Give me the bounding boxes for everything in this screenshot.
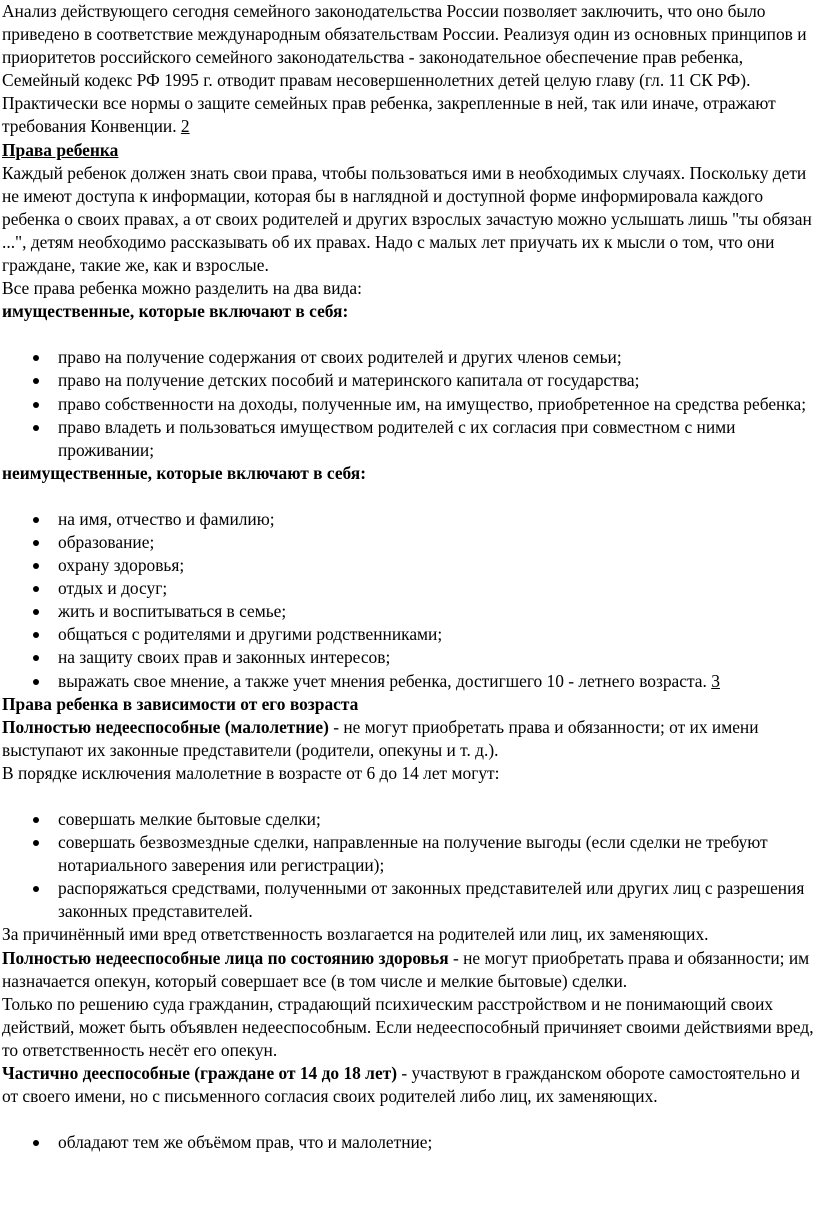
nonproperty-rights-title: неимущественные, которые включают в себя: [2, 462, 366, 483]
list-item: совершать мелкие бытовые сделки; [2, 808, 816, 831]
partial-paragraph [2, 1062, 816, 1108]
health-paragraph [2, 947, 816, 993]
property-rights-list [2, 346, 816, 461]
spacer [2, 485, 816, 508]
minors-text: - не могут приобретать права и обязанности; от их имени выступают их законные представители (родители, опекуны и т. д.). [2, 716, 759, 760]
spacer [2, 1108, 816, 1131]
spacer [2, 323, 816, 346]
partial-term: Частично дееспособные (граждане от 14 до 18 лет) [2, 1063, 397, 1084]
convention-paragraph [2, 92, 816, 138]
list-item: распоряжаться средствами, полученными от законных представителей или других лиц с разрешения законных представителей. [2, 877, 816, 923]
list-item: право владеть и пользоваться имуществом родителей с их согласия при совместном с ними проживании; [2, 416, 816, 462]
section-heading-age-rights: Права ребенка в зависимости от его возраста [2, 693, 359, 714]
child-rights-paragraph: Каждый ребенок должен знать свои права, чтобы пользоваться ими в необходимых случаях. Поскольку дети не имеют доступа к информации, которая бы в наглядной и доступной форме информировала каждого ребенка о своих правах, а от своих родителей и других взрослых зачастую можно услышать лишь "ты обязан ...", детям необходимо рассказывать об их правах. Надо с малых лет приучать их к мысли о том, что они граждане, такие же, как и взрослые. [2, 162, 812, 276]
minors-term: Полностью недееспособные (малолетние) [2, 716, 329, 737]
property-rights-title: имущественные, которые включают в себя: [2, 301, 349, 322]
intro-paragraph: Анализ действующего сегодня семейного законодательства России позволяет заключить, что оно было приведено в соответствие международным обязательствам России. Реализуя один из основных принципов и приоритетов российского семейного законодательства - законодательное обеспечение прав ребенка, Семейный кодекс РФ 1995 г. отводит правам несовершеннолетних детей целую главу (гл. 11 СК РФ). [2, 1, 807, 91]
section-heading-child-rights: Права ребенка [2, 139, 119, 160]
health-text: - не могут приобретать права и обязанности; им назначается опекун, который совершает все (в том числе и мелкие бытовые) сделки. [2, 947, 810, 991]
court-paragraph: Только по решению суда гражданин, страдающий психическим расстройством и не понимающий своих действий, может быть объявлен недееспособным. Если недееспособный причиняет своими действиями вред, то ответственность несёт его опекун. [2, 993, 814, 1060]
list-item: право собственности на доходы, полученные им, на имущество, приобретенное на средства ребенка; [2, 393, 816, 416]
list-item: на имя, отчество и фамилию; [2, 508, 816, 531]
footnote-link-2[interactable]: 2 [180, 116, 190, 137]
list-item: совершать безвозмездные сделки, направленные на получение выгоды (если сделки не требуют нотариального заверения или регистрации); [2, 831, 816, 877]
list-item: общаться с родителями и другими родственниками; [2, 623, 816, 646]
exception-list [2, 808, 816, 923]
list-item: отдых и досуг; [2, 577, 816, 600]
liability-paragraph: За причинённый ими вред ответственность возлагается на родителей или лиц, их заменяющих. [2, 924, 709, 945]
footnote-link-3[interactable]: 3 [711, 670, 720, 691]
minors-paragraph [2, 716, 816, 762]
list-item: право на получение детских пособий и материнского капитала от государства; [2, 369, 816, 392]
health-term: Полностью недееспособные лица по состоянию здоровья [2, 947, 449, 968]
partial-text: - участвуют в гражданском обороте самостоятельно и от своего имени, но с письменного согласия своих родителей либо лиц, их заменяющих. [2, 1063, 800, 1107]
list-item: право на получение содержания от своих родителей и других членов семьи; [2, 346, 816, 369]
list-item: образование; [2, 531, 816, 554]
nonproperty-rights-list [2, 508, 816, 693]
exception-paragraph: В порядке исключения малолетние в возрасте от 6 до 14 лет могут: [2, 762, 500, 783]
list-item: жить и воспитываться в семье; [2, 600, 816, 623]
spacer [2, 785, 816, 808]
list-item: на защиту своих прав и законных интересов; [2, 646, 816, 669]
rights-division-text: Все права ребенка можно разделить на два вида: [2, 278, 362, 299]
list-item: обладают тем же объёмом прав, что и малолетние; [2, 1131, 816, 1154]
partial-list [2, 1131, 816, 1154]
list-item: охрану здоровья; [2, 554, 816, 577]
convention-text: Практически все нормы о защите семейных прав ребенка, закрепленные в ней, так или иначе, отражают требования Конвенции. [2, 93, 776, 137]
list-item-text: выражать свое мнение, а также учет мнения ребенка, достигшего 10 - летнего возраста. [58, 670, 712, 691]
list-item [2, 670, 816, 693]
